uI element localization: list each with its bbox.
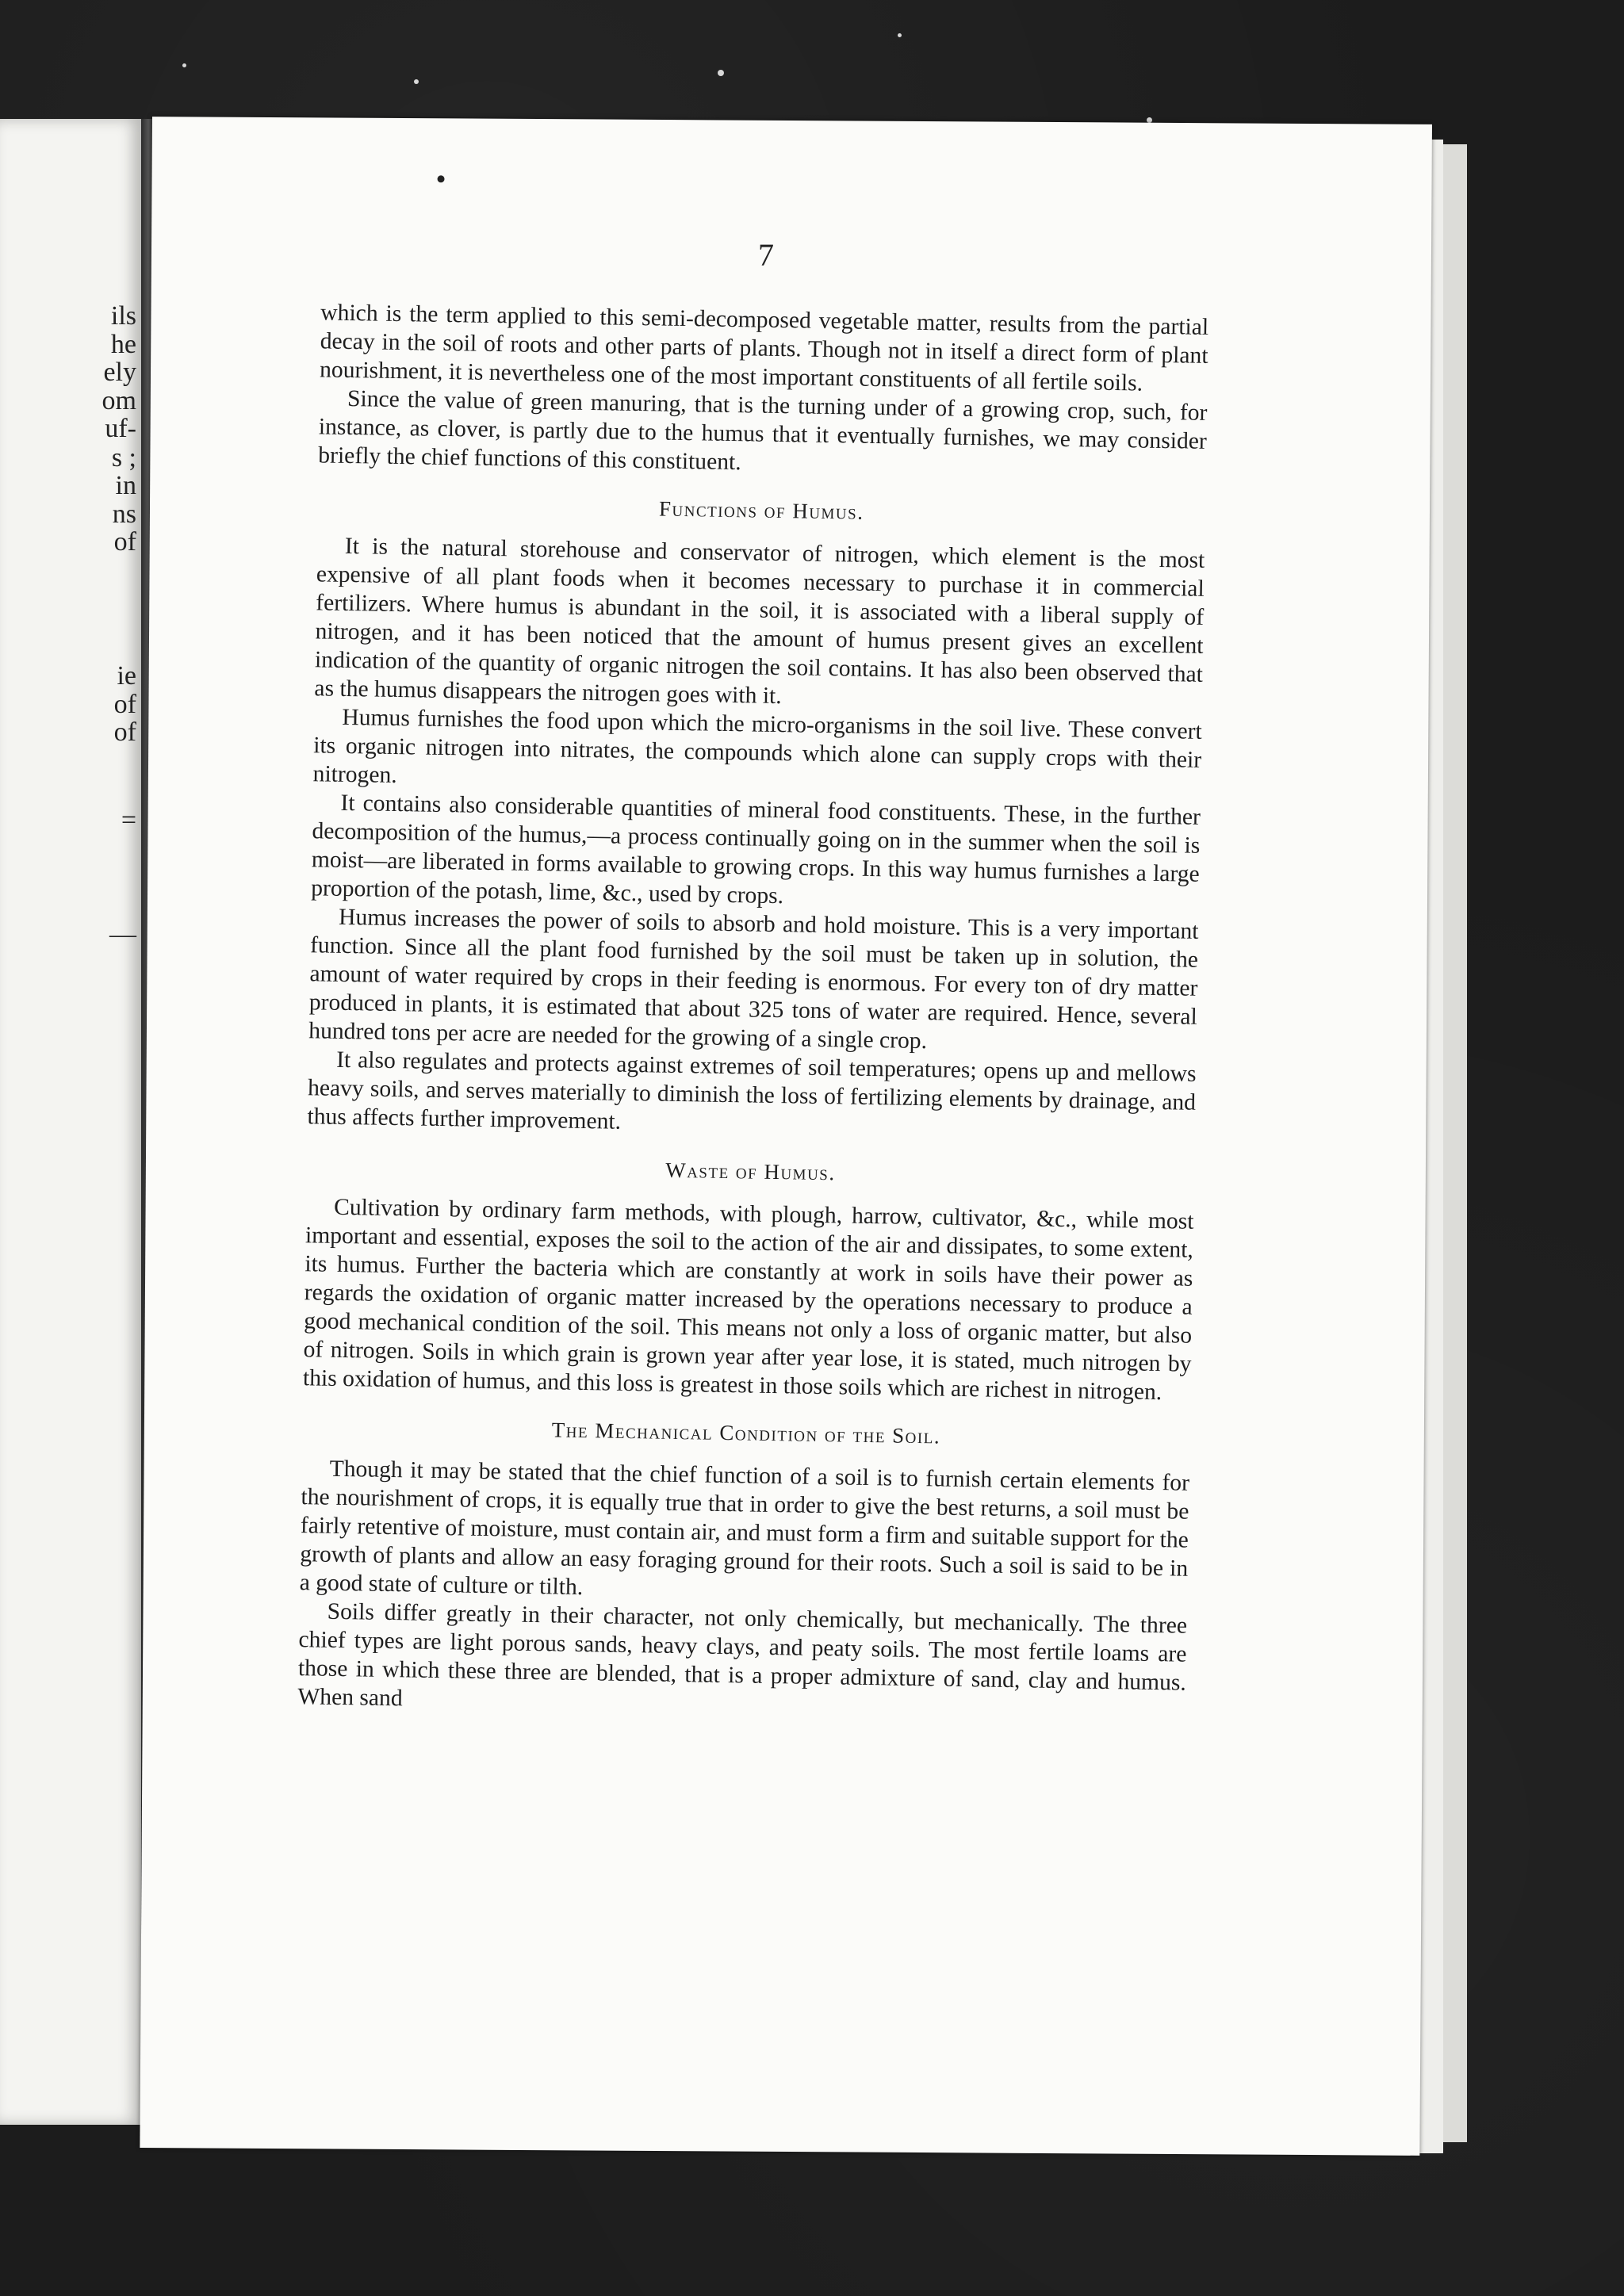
paragraph: which is the term applied to this semi-decomposed vegetable matter, results from the partial decay in the soil of roots and other parts of plants. Though not in itself a direct form of plant nourishment, it is nevertheless one of the most important constituents of all fertile soils. <box>319 300 1209 396</box>
dust-speck <box>898 33 902 37</box>
paragraph: Soils differ greatly in their character, not only chemically, but mechanically. The three chief types are light porous sands, heavy clays, and peaty soils. The most fertile loams are those in which these three are blended, that is a proper admixture of sand, clay and humus. When sand <box>297 1598 1188 1712</box>
page-body <box>297 298 1208 1725</box>
paragraph: Humus increases the power of soils to absorb and hold moisture. This is a very important function. Since all the plant food furnished by the soil must be taken up in solution, the amount of water required by crops in their feeding is enormous. For every ton of dry matter produced in plants, it is estimated that about 325 tons of water are required. Hence, several hundred tons per acre are needed for the growing of a single crop. <box>308 904 1199 1054</box>
left-page-fragment: he <box>110 330 136 359</box>
section-heading: Functions of Humus. <box>658 496 864 524</box>
left-page-fragment: ns <box>112 499 136 529</box>
paragraph: It is the natural storehouse and conservator of nitrogen, which element is the most expensive of all plant foods when it becomes necessary to purchase it in commercial fertilizers. Where humus is abundant in the soil, it is associated with a liberal supply of nitrogen, and it has been noticed that the amount of humus present gives an excellent indication of the quantity of organic nitrogen the soil contains. It has also been observed that as the humus disappears the nitrogen goes with it. <box>314 533 1205 710</box>
dust-speck <box>182 63 186 67</box>
paragraph: It also regulates and protects against extremes of soil temperatures; opens up and mellows heavy soils, and serves materially to diminish the loss of fertilizing elements by drainage, and thus affects further improvement. <box>307 1047 1197 1135</box>
left-page-fragment: of <box>113 527 136 557</box>
paragraph: Cultivation by ordinary farm methods, with plough, harrow, cultivator, &c., while most important and essential, exposes the soil to the action of the air and dissipates, to some extent, its humus. Further the bacteria which are constantly at work in soils have their power as regards the oxidation of organic matter increased by the operations necessary to produce a good mechanical condition of the soil. This means not only a loss of organic matter, but also of nitrogen. Soils in which grain is grown year after year lose, it is stated, much nitrogen by this oxidation of humus, and this loss is greatest in those soils which are richest in nitrogen. <box>302 1194 1194 1406</box>
left-page-fragment: ils <box>110 301 136 331</box>
left-page-fragment: of <box>113 718 136 747</box>
section-heading: Waste of Humus. <box>665 1158 836 1185</box>
left-page-fragment: — <box>109 920 136 949</box>
left-page-fragment: = <box>121 806 136 835</box>
section-heading: The Mechanical Condition of the Soil. <box>551 1418 941 1448</box>
paragraph: Humus furnishes the food upon which the micro-organisms in the soil live. These convert its organic nitrogen into nitrates, the compounds which alone can supply crops with their nitrogen. <box>312 704 1202 789</box>
dust-speck <box>718 70 724 76</box>
left-page-fragment: ely <box>103 358 136 387</box>
paragraph: Since the value of green manuring, that is the turning under of a growing crop, such, for instance, as clover, is partly due to the humus that it eventually furnishes, we may consider briefly the chief functions of this constituent. <box>318 385 1208 476</box>
left-facing-page <box>0 119 141 2125</box>
dust-speck <box>414 79 419 84</box>
left-page-fragment: s ; <box>111 443 136 473</box>
page-number: 7 <box>757 236 775 273</box>
paragraph: It contains also considerable quantities of mineral food constituents. These, in the further decomposition of the humus,—a process continually going on in the summer when the soil is moist—are liberated in forms available to growing crops. In this way humus furnishes a large proportion of the potash, lime, &c., used by crops. <box>311 790 1201 909</box>
document-page <box>140 117 1432 2156</box>
left-page-fragment: uf- <box>105 414 136 443</box>
left-page-fragment: in <box>115 471 136 500</box>
left-page-fragment: om <box>102 386 136 415</box>
left-page-fragment: of <box>113 690 136 719</box>
left-page-fragment: ie <box>117 661 136 691</box>
ink-dot <box>438 175 445 182</box>
paragraph: Though it may be stated that the chief function of a soil is to furnish certain elements for the nourishment of crops, it is equally true that in order to give the best returns, a soil must be fairly retentive of moisture, must contain air, and must form a firm and suitable support for the growth of plants and allow an easy foraging ground for their roots. Such a soil is said to be in a good state of culture or tilth. <box>299 1456 1190 1601</box>
